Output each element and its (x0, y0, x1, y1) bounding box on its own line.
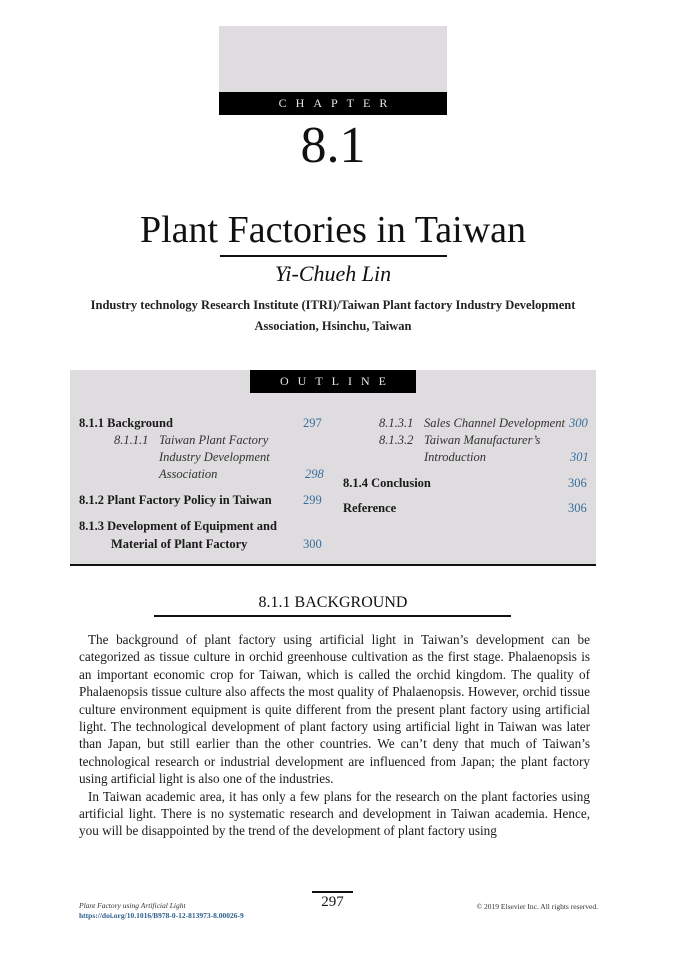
toc-number: 8.1.3 (79, 519, 104, 533)
toc-title: Background (107, 416, 173, 430)
footer-doi-link[interactable]: https://doi.org/10.1016/B978-0-12-813973-8.00026-9 (79, 911, 244, 920)
section-divider (154, 615, 511, 617)
toc-number: 8.1.4 (343, 476, 368, 490)
toc-page-link[interactable]: 306 (568, 476, 587, 490)
toc-page-link[interactable]: 306 (568, 501, 587, 515)
copyright-notice: © 2019 Elsevier Inc. All rights reserved. (476, 902, 598, 911)
toc-page-link[interactable]: 300 (569, 416, 588, 430)
section-heading: 8.1.1 BACKGROUND (258, 594, 408, 611)
toc-number: 8.1.2 (79, 493, 104, 507)
toc-title: Conclusion (371, 476, 431, 490)
toc-number: 8.1.3.2 (379, 433, 414, 447)
toc-entry-8-1-3-1[interactable] (379, 415, 565, 432)
toc-page-link[interactable]: 301 (570, 450, 589, 464)
toc-number: 8.1.1 (79, 416, 104, 430)
toc-title-line: Taiwan Plant Factory (159, 433, 269, 447)
paragraph: The background of plant factory using artificial light in Taiwan’s development can be categorized as tissue culture in orchid greenhouse cultivation as the first stage. Phalaenopsis is an important economic crop for Taiwan, which is called the orchid kingdom. The quality of Phalaenopsis tissue culture also affects the most quality of Phalaenopsis. However, orchid tissue culture environment equipment is quite different from the present plant factory using artificial light. The technological development of plant factory using artificial light in Taiwan was later than Japan, but still earlier than the other countries. We can’t deny that much of Taiwan’s technological research or industrial development are influenced from Japan; the plant factory using artificial light is also one of the industries. (79, 632, 590, 787)
toc-entry-8-1-2[interactable] (79, 492, 272, 509)
body-text (79, 631, 590, 840)
toc-number: 8.1.3.1 (379, 416, 414, 430)
toc-title-line: Development of Equipment and (107, 519, 277, 533)
toc-entry-8-1-1[interactable] (79, 415, 173, 432)
chapter-label: CHAPTER (219, 92, 447, 115)
toc-entry-8-1-3[interactable] (79, 518, 277, 535)
page-number: 297 (321, 894, 344, 910)
toc-page-link[interactable]: 297 (303, 416, 322, 430)
toc-title-line: Industry Development (159, 450, 270, 464)
chapter-header-panel (219, 26, 447, 92)
toc-page-link[interactable]: 298 (305, 467, 324, 481)
toc-title-line: Introduction (424, 450, 487, 464)
toc-title: Plant Factory Policy in Taiwan (107, 493, 272, 507)
outline-label: OUTLINE (250, 370, 416, 393)
toc-page-link[interactable]: 299 (303, 493, 322, 507)
chapter-title: Plant Factories in Taiwan (139, 209, 527, 251)
toc-entry-8-1-4[interactable] (343, 475, 431, 492)
toc-title-line: Taiwan Manufacturer’s (424, 433, 541, 447)
author-affiliation (60, 295, 606, 337)
footer-book-title: Plant Factory using Artificial Light (79, 901, 186, 910)
toc-title-line: Association (159, 467, 218, 481)
toc-entry-8-1-1-1[interactable] (114, 432, 268, 449)
author-name: Yi-Chueh Lin (274, 261, 392, 286)
title-divider (220, 255, 447, 257)
toc-title: Reference (343, 501, 397, 515)
toc-title: Sales Channel Development (424, 416, 565, 430)
toc-title-line: Material of Plant Factory (111, 537, 248, 551)
toc-number: 8.1.1.1 (114, 433, 149, 447)
affiliation-line-1: Industry technology Research Institute (ITRI)/Taiwan Plant factory Industry Development (90, 298, 576, 312)
chapter-number: 8.1 (300, 117, 366, 174)
affiliation-line-2: Association, Hsinchu, Taiwan (254, 319, 412, 333)
paragraph: In Taiwan academic area, it has only a few plans for the research on the plant factories using artificial light. There is no systematic research and development in Taiwan academia. Hence, you will be disappointed by the trend of the development of plant factory using (79, 788, 590, 839)
toc-entry-8-1-3-2[interactable] (379, 432, 540, 449)
toc-page-link[interactable]: 300 (303, 537, 322, 551)
toc-entry-reference[interactable] (343, 500, 396, 517)
